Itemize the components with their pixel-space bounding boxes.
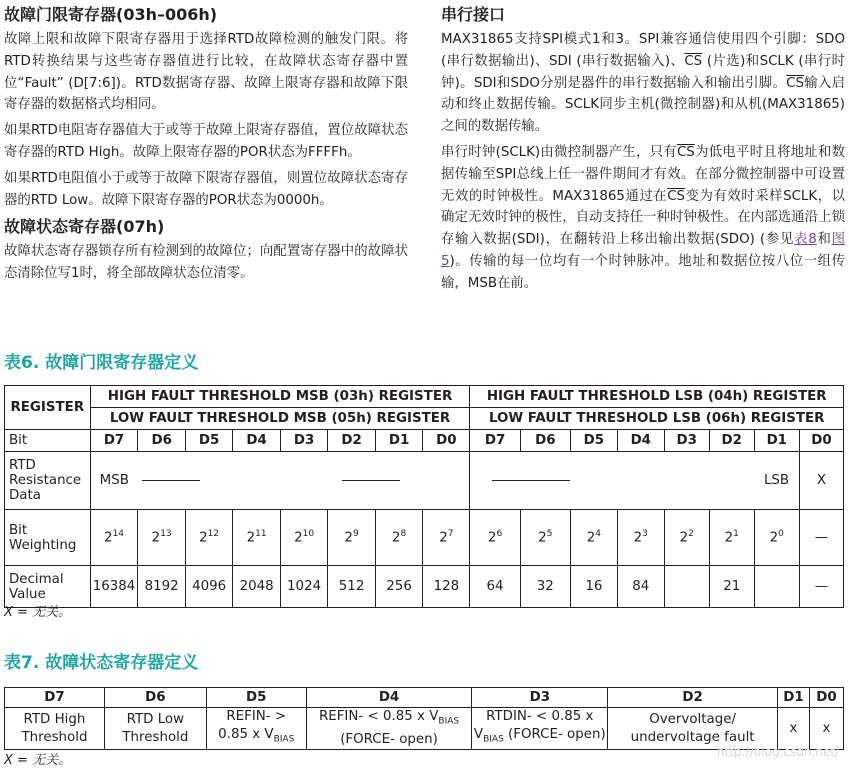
weight-cell [185, 510, 232, 566]
fault-status-para: 故障状态寄存器锁存所有检测到的故障位；向配置寄存器中的故障状态清除位写1时，将全部故障状态位清零。 [4, 244, 408, 282]
d4-header: D4 [306, 688, 472, 708]
decimal-cell: 84 [617, 566, 664, 608]
bit-cell: D2 [328, 430, 376, 452]
right-column [441, 0, 845, 295]
decimal-cell: 256 [375, 566, 423, 608]
text-run: (FORCE- open) [503, 727, 606, 743]
decimal-cell: 16384 [90, 566, 138, 608]
bit-cell: D7 [90, 430, 138, 452]
d6-header: D6 [104, 688, 206, 708]
weight-cell [138, 510, 185, 566]
d2-header: D2 [608, 688, 778, 708]
weight-base: 2 [487, 530, 497, 546]
weight-exp: 9 [352, 529, 359, 540]
text-run: 输入启动和终止数据传输。SCLK同步主机(微控制器)和从机(MAX31865)之间的数据传输。 [441, 75, 845, 135]
rtd-empty-cell [709, 452, 754, 510]
text-run: V [473, 727, 484, 743]
decimal-cell: 16 [570, 566, 617, 608]
text-run: (片选)和SCLK (串行时钟)。SDI和SDO分别是器件的串行数据输入和输出引脚。 [441, 53, 845, 91]
decimal-cell [754, 566, 799, 608]
rtd-dash-cell [138, 452, 233, 510]
weight-base: 2 [199, 530, 208, 546]
weight-exp: 1 [733, 529, 739, 540]
weight-exp: 5 [546, 529, 553, 540]
weight-base: 2 [294, 530, 303, 546]
serial-interface-heading: 串行接口 [441, 5, 506, 24]
d6-cell: RTD Low Threshold [104, 708, 206, 750]
decimal-row-label: Decimal Value [5, 566, 91, 608]
low-msb-header: LOW FAULT THRESHOLD MSB (05h) REGISTER [90, 408, 470, 430]
bit-cell: D3 [664, 430, 709, 452]
bit-cell: D1 [375, 430, 423, 452]
weight-base: 2 [769, 530, 779, 546]
d7-cell: RTD High Threshold [5, 708, 105, 750]
bit-cell: D3 [280, 430, 327, 452]
text-run: RTDIN- < 0.85 x [486, 709, 594, 725]
weight-exp: 4 [595, 529, 601, 540]
bit-cell: D5 [570, 430, 617, 452]
text-run: 串行时钟(SCLK)由微控制器产生，只有 [441, 144, 677, 160]
weight-cell [520, 510, 570, 566]
weight-exp: 12 [207, 529, 220, 540]
rtd-dash-cell [328, 452, 423, 510]
d2-cell: Overvoltage/ undervoltage fault [608, 708, 778, 750]
rtd-dash-cell [470, 452, 571, 510]
bit-cell: D2 [709, 430, 754, 452]
high-msb-header: HIGH FAULT THRESHOLD MSB (03h) REGISTER [90, 386, 470, 408]
decimal-cell: 128 [423, 566, 470, 608]
rtd-msb-cell: MSB [90, 452, 138, 510]
decimal-cell: 512 [328, 566, 376, 608]
text-run: (FORCE- open) [340, 731, 438, 747]
serial-interface-para-1 [441, 29, 845, 138]
weight-exp: 10 [302, 529, 315, 540]
d4-cell [306, 708, 472, 750]
register-header: REGISTER [5, 386, 91, 430]
rtd-empty-cell [570, 452, 617, 510]
dash-line [142, 480, 200, 481]
decimal-cell: 4096 [185, 566, 232, 608]
weight-cell [617, 510, 664, 566]
text-run: 和 [816, 232, 832, 248]
d5-header: D5 [206, 688, 306, 708]
table7-title: 表7. 故障状态寄存器定义 [4, 653, 199, 673]
rtd-empty-cell [617, 452, 664, 510]
decimal-cell [664, 566, 709, 608]
weight-exp: 6 [496, 529, 503, 540]
text-run: 为低电平时且将地址和数据传输至SPI总线上任一器件期间才有效。在部分微控制器中可设置无效的时钟极性。MAX31865通过在 [441, 144, 845, 204]
weight-cell [233, 510, 280, 566]
text-run: BIAS [483, 734, 504, 745]
weight-exp: 11 [255, 529, 267, 540]
decimal-cell: 32 [520, 566, 570, 608]
decimal-cell: 2048 [233, 566, 280, 608]
bit-cell: D6 [138, 430, 185, 452]
weight-base: 2 [439, 530, 448, 546]
rtd-empty-cell [423, 452, 470, 510]
weight-cell [90, 510, 138, 566]
left-column [4, 0, 408, 285]
bit-cell: D0 [423, 430, 470, 452]
figure5-link[interactable]: 图5 [441, 232, 846, 269]
weight-exp: 0 [778, 529, 784, 540]
table7 [4, 687, 844, 750]
text-run: REFIN- < 0.85 x V [318, 709, 439, 725]
rtd-empty-cell [664, 452, 709, 510]
bit-cell: D1 [754, 430, 799, 452]
decimal-cell: — [799, 566, 843, 608]
rtd-row-label: RTD Resistance Data [5, 452, 91, 510]
table6-note: X = 无关。 [4, 605, 72, 620]
rtd-empty-cell [280, 452, 327, 510]
text-run: 0.85 x V [218, 727, 274, 743]
d7-header: D7 [5, 688, 105, 708]
bit-cell: D4 [233, 430, 280, 452]
serial-interface-para-2 [441, 142, 845, 295]
table8-link[interactable]: 表8 [794, 232, 817, 248]
weight-base: 2 [151, 530, 161, 546]
weight-exp: 8 [400, 529, 407, 540]
rtd-lsb-cell: LSB [754, 452, 799, 510]
fault-threshold-para-3: 如果RTD电阻值小于或等于故障下限寄存器值，则置位故障状态寄存器的RTD Low。故障下限寄存器的POR状态为0000h。 [4, 170, 408, 208]
weight-cell [709, 510, 754, 566]
weight-cell: — [799, 510, 843, 566]
dash-line [492, 480, 570, 481]
weight-row-label: Bit Weighting [5, 510, 91, 566]
text-run: 变为有效时采样SCLK，以确定无效时钟的极性，自动支持任一种时钟极性。在内部选通沿上锁存输入数据(SDI)，在翻转沿上移出输出数据(SDO) (参见 [441, 188, 846, 248]
rtd-empty-cell [233, 452, 280, 510]
bit-cell: D5 [185, 430, 232, 452]
d5-cell [206, 708, 306, 750]
dash-line [342, 480, 400, 481]
weight-cell [423, 510, 470, 566]
low-lsb-header: LOW FAULT THRESHOLD LSB (06h) REGISTER [470, 408, 844, 430]
weight-base: 2 [538, 530, 547, 546]
weight-base: 2 [391, 530, 401, 546]
weight-exp: 7 [447, 529, 454, 540]
weight-exp: 3 [642, 529, 648, 540]
d3-cell [472, 708, 608, 750]
table7-note: X = 无关。 [4, 753, 72, 768]
weight-base: 2 [344, 530, 353, 546]
table6 [4, 385, 844, 608]
rtd-x-cell: X [799, 452, 843, 510]
decimal-cell: 21 [709, 566, 754, 608]
bit-cell: D4 [617, 430, 664, 452]
weight-exp: 14 [112, 529, 125, 540]
table6-title: 表6. 故障门限寄存器定义 [4, 353, 199, 373]
text-run: BIAS [438, 716, 460, 727]
d0-header: D0 [809, 688, 843, 708]
high-lsb-header: HIGH FAULT THRESHOLD LSB (04h) REGISTER [470, 386, 844, 408]
weight-cell [470, 510, 520, 566]
text-run: MAX31865支持SPI模式1和3。SPI兼容通信使用四个引脚：SDO (串行数据输出)、SDI (串行数据输入)、 [441, 32, 845, 69]
d1-header: D1 [778, 688, 810, 708]
d3-header: D3 [472, 688, 608, 708]
text-run: )。传输的每一位均有一个时钟脉冲。地址和数据位按八位一组传输，MSB在前。 [441, 253, 845, 291]
fault-threshold-heading: 故障门限寄存器(03h–006h) [4, 5, 218, 24]
d0-cell: x [809, 708, 843, 750]
weight-cell [328, 510, 376, 566]
weight-cell [664, 510, 709, 566]
weight-exp: 2 [688, 529, 694, 540]
weight-base: 2 [679, 530, 689, 546]
watermark: http://blog.csdn.net/ [716, 745, 839, 759]
d1-cell: x [778, 708, 810, 750]
weight-base: 2 [586, 530, 596, 546]
bit-cell: D7 [470, 430, 520, 452]
bit-cell: D0 [799, 430, 843, 452]
cs-signal: $\overline{CS}$ [667, 188, 686, 204]
cs-signal: $\overline{CS}$ [684, 53, 703, 69]
cs-signal: $\overline{CS}$ [676, 144, 695, 160]
weight-base: 2 [724, 530, 734, 546]
text-run: REFIN- > [226, 709, 287, 725]
text-run: BIAS [273, 734, 295, 745]
weight-base: 2 [246, 530, 256, 546]
bit-row-label: Bit [5, 430, 91, 452]
fault-threshold-para-2: 如果RTD电阻寄存器值大于或等于故障上限寄存器值，置位故障状态寄存器的RTD High。故障上限寄存器的POR状态为FFFFh。 [4, 123, 408, 160]
fault-threshold-para-1: 故障上限和故障下限寄存器用于选择RTD故障检测的触发门限。将RTD转换结果与这些寄存器值进行比较，在故障状态寄存器中置位“Fault” (D[7:6])。RTD数据寄存器、故障上限寄存器和故障下限寄存器的数据格式均相同。 [4, 32, 408, 113]
bit-cell: D6 [520, 430, 570, 452]
cs-signal: $\overline{CS}$ [786, 75, 804, 91]
decimal-cell: 64 [470, 566, 520, 608]
weight-base: 2 [633, 530, 643, 546]
weight-cell [375, 510, 423, 566]
weight-exp: 13 [160, 529, 172, 540]
fault-status-heading: 故障状态寄存器(07h) [4, 217, 165, 237]
weight-cell [570, 510, 617, 566]
weight-cell [280, 510, 327, 566]
decimal-cell: 1024 [280, 566, 327, 608]
decimal-cell: 8192 [138, 566, 185, 608]
weight-cell [754, 510, 799, 566]
weight-base: 2 [104, 530, 113, 546]
